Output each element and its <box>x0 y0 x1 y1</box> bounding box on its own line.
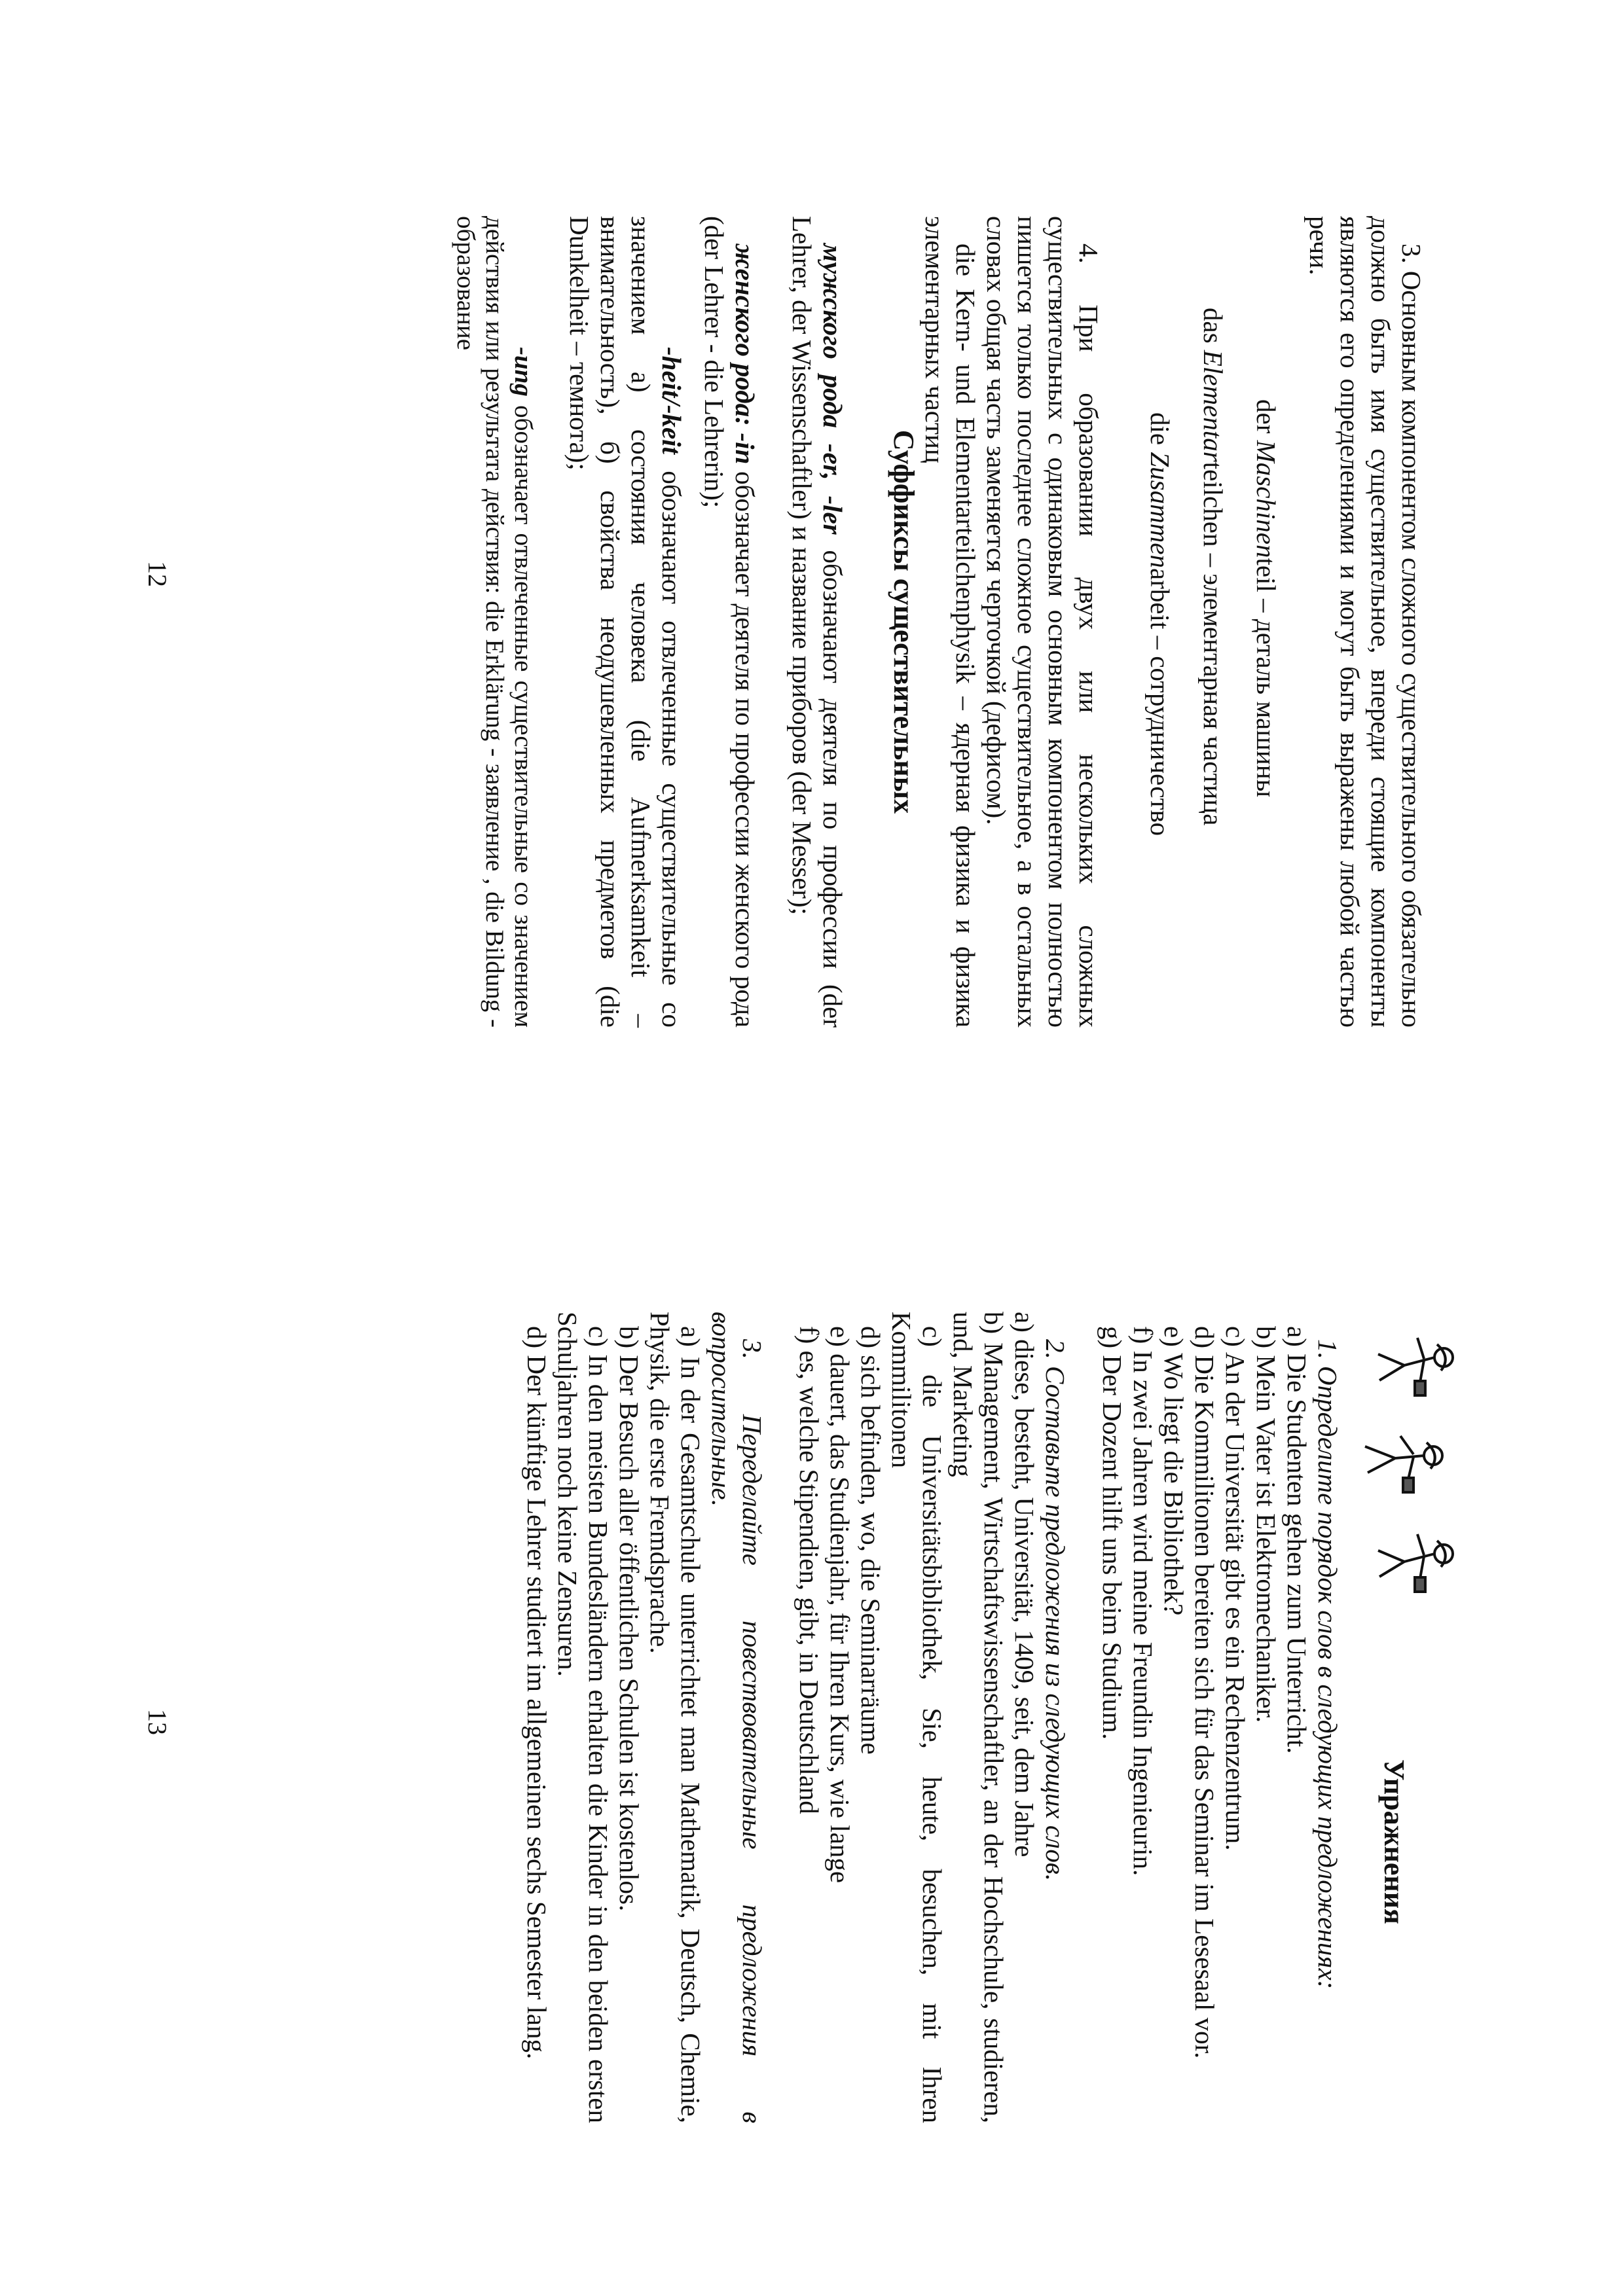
task-1-item: d) Die Kommilitonen bereiten sich für das Seminar im Lesesaal vor. <box>1190 1326 1220 2059</box>
task-1-item: c) An der Universität gibt es ein Rechenzentrum. <box>1220 1326 1250 1851</box>
task-1-item: a) Die Studenten gehen zum Unterricht. <box>1282 1326 1312 1754</box>
task-2-item: e) dauert, das Studienjahr, für Ihren Kurs, wie lange <box>825 1326 855 1884</box>
page-12-text-column <box>451 216 1427 1028</box>
example-maschinenteil: der Maschinenteil – деталь машины <box>1251 399 1281 798</box>
example-elementarteilchen: das Elementarteilchen – элементарная частица <box>1198 308 1228 826</box>
task-2-item: f) es, welche Stipendien, gibt, in Deutschland <box>794 1326 824 1814</box>
task-1-prompt: 1. Определите порядок слов в следующих предложениях: <box>1313 1339 1343 1990</box>
feminine-suffix-paragraph: женского рода: -in обозначает деятеля по профессии женского рода (der Lehrer - die Lehrerin); <box>699 216 760 1028</box>
ung-suffix-paragraph: -ung обозначает отвлеченные существительные со значением действия или результата действия: die Erklärung - заявление , die Bildung - образование <box>452 216 538 1028</box>
task-2-item: b) Management, Wirtschaftswissenschaftler, an der Hochschule, studieren, und, Marketing <box>948 1312 1009 2123</box>
task-3-prompt: 3. Переделайте повествовательные предложения в вопросительные. <box>706 1312 767 2123</box>
task-2-item: c) die Universitätsbibliothek, Sie, heute, besuchen, mit Ihren Kommilitonen <box>886 1312 947 2123</box>
task-2-prompt: 2. Составьте предложения из следующих слов. <box>1040 1339 1070 1881</box>
task-1-item: g) Der Dozent hilft uns beim Studium. <box>1097 1326 1127 1740</box>
task-1-item: b) Mein Vater ist Elektromechaniker. <box>1251 1326 1281 1723</box>
task-3-item: c) In den meisten Bundesländern erhalten die Kinder in den beiden ersten Schuljahren noch keine Zensuren. <box>553 1312 613 2123</box>
heit-keit-suffix-paragraph: -heit/-keit обозначают отвлеченные существительные со значением а) состояния человека (die Aufmerksamkeit – внимательность), б) свойства неодушевленных предметов (die Dunkelheit – темнота); <box>564 216 687 1028</box>
task-1-item: f) In zwei Jahren wird meine Freundin Ingenieurin. <box>1128 1326 1158 1876</box>
page-13-text-column <box>521 1312 1446 2123</box>
section-heading-suffixes: Суффиксы существительных <box>888 429 920 814</box>
page-13 <box>0 1148 1623 2296</box>
rule-4-paragraph: 4. При образовании двух или нескольких сложных существительных с одинаковым основным компонентом полностью пишется только последнее сложное существительное, а в остальных словах общая часть заменяется черточкой (дефисом). <box>981 216 1104 1028</box>
task-3-item: b) Der Besuch aller öffentlichen Schulen ist kostenlos. <box>614 1326 644 1912</box>
task-2-item: a) diese, besteht, Universität, 1409, seit, dem Jahre <box>1010 1312 1040 1857</box>
task-3-item: d) Der künftige Lehrer studiert im allgemeinen sechs Semester lang. <box>522 1326 552 2060</box>
task-1-item: e) Wo liegt die Bibliothek? <box>1159 1326 1189 1616</box>
example-zusammenarbeit: die Zusammenarbeit – сотрудничество <box>1145 412 1175 836</box>
rule-4-example: die Kern- und Elementarteilchenphysik – ядерная физика и физика элементарных частиц <box>920 216 981 1028</box>
rule-3-paragraph: 3. Основным компонентом сложного существительного обязательно должно быть имя существительное, впереди стоящие компоненты являются его определениями и могут быть выражены любой частью речи. <box>1304 216 1427 1028</box>
page-number: 12 <box>143 561 172 587</box>
exercises-heading: Упражнения <box>1378 1759 1410 1924</box>
exercises-header <box>1355 1312 1446 2123</box>
task-3-item: a) In der Gesamtschule unterrichtet man Mathematik, Deutsch, Chemie, Physik, die erste Fremdsprache. <box>645 1312 706 2123</box>
page-number: 13 <box>143 1709 172 1735</box>
masculine-suffix-paragraph: мужского рода -er, -ler обозначают деятеля по профессии (der Lehrer, der Wissenschaftler) и название приборов (der Messer); <box>787 216 848 1028</box>
task-2-item: d) sich befinden, wo, die Seminarräume <box>856 1326 886 1755</box>
